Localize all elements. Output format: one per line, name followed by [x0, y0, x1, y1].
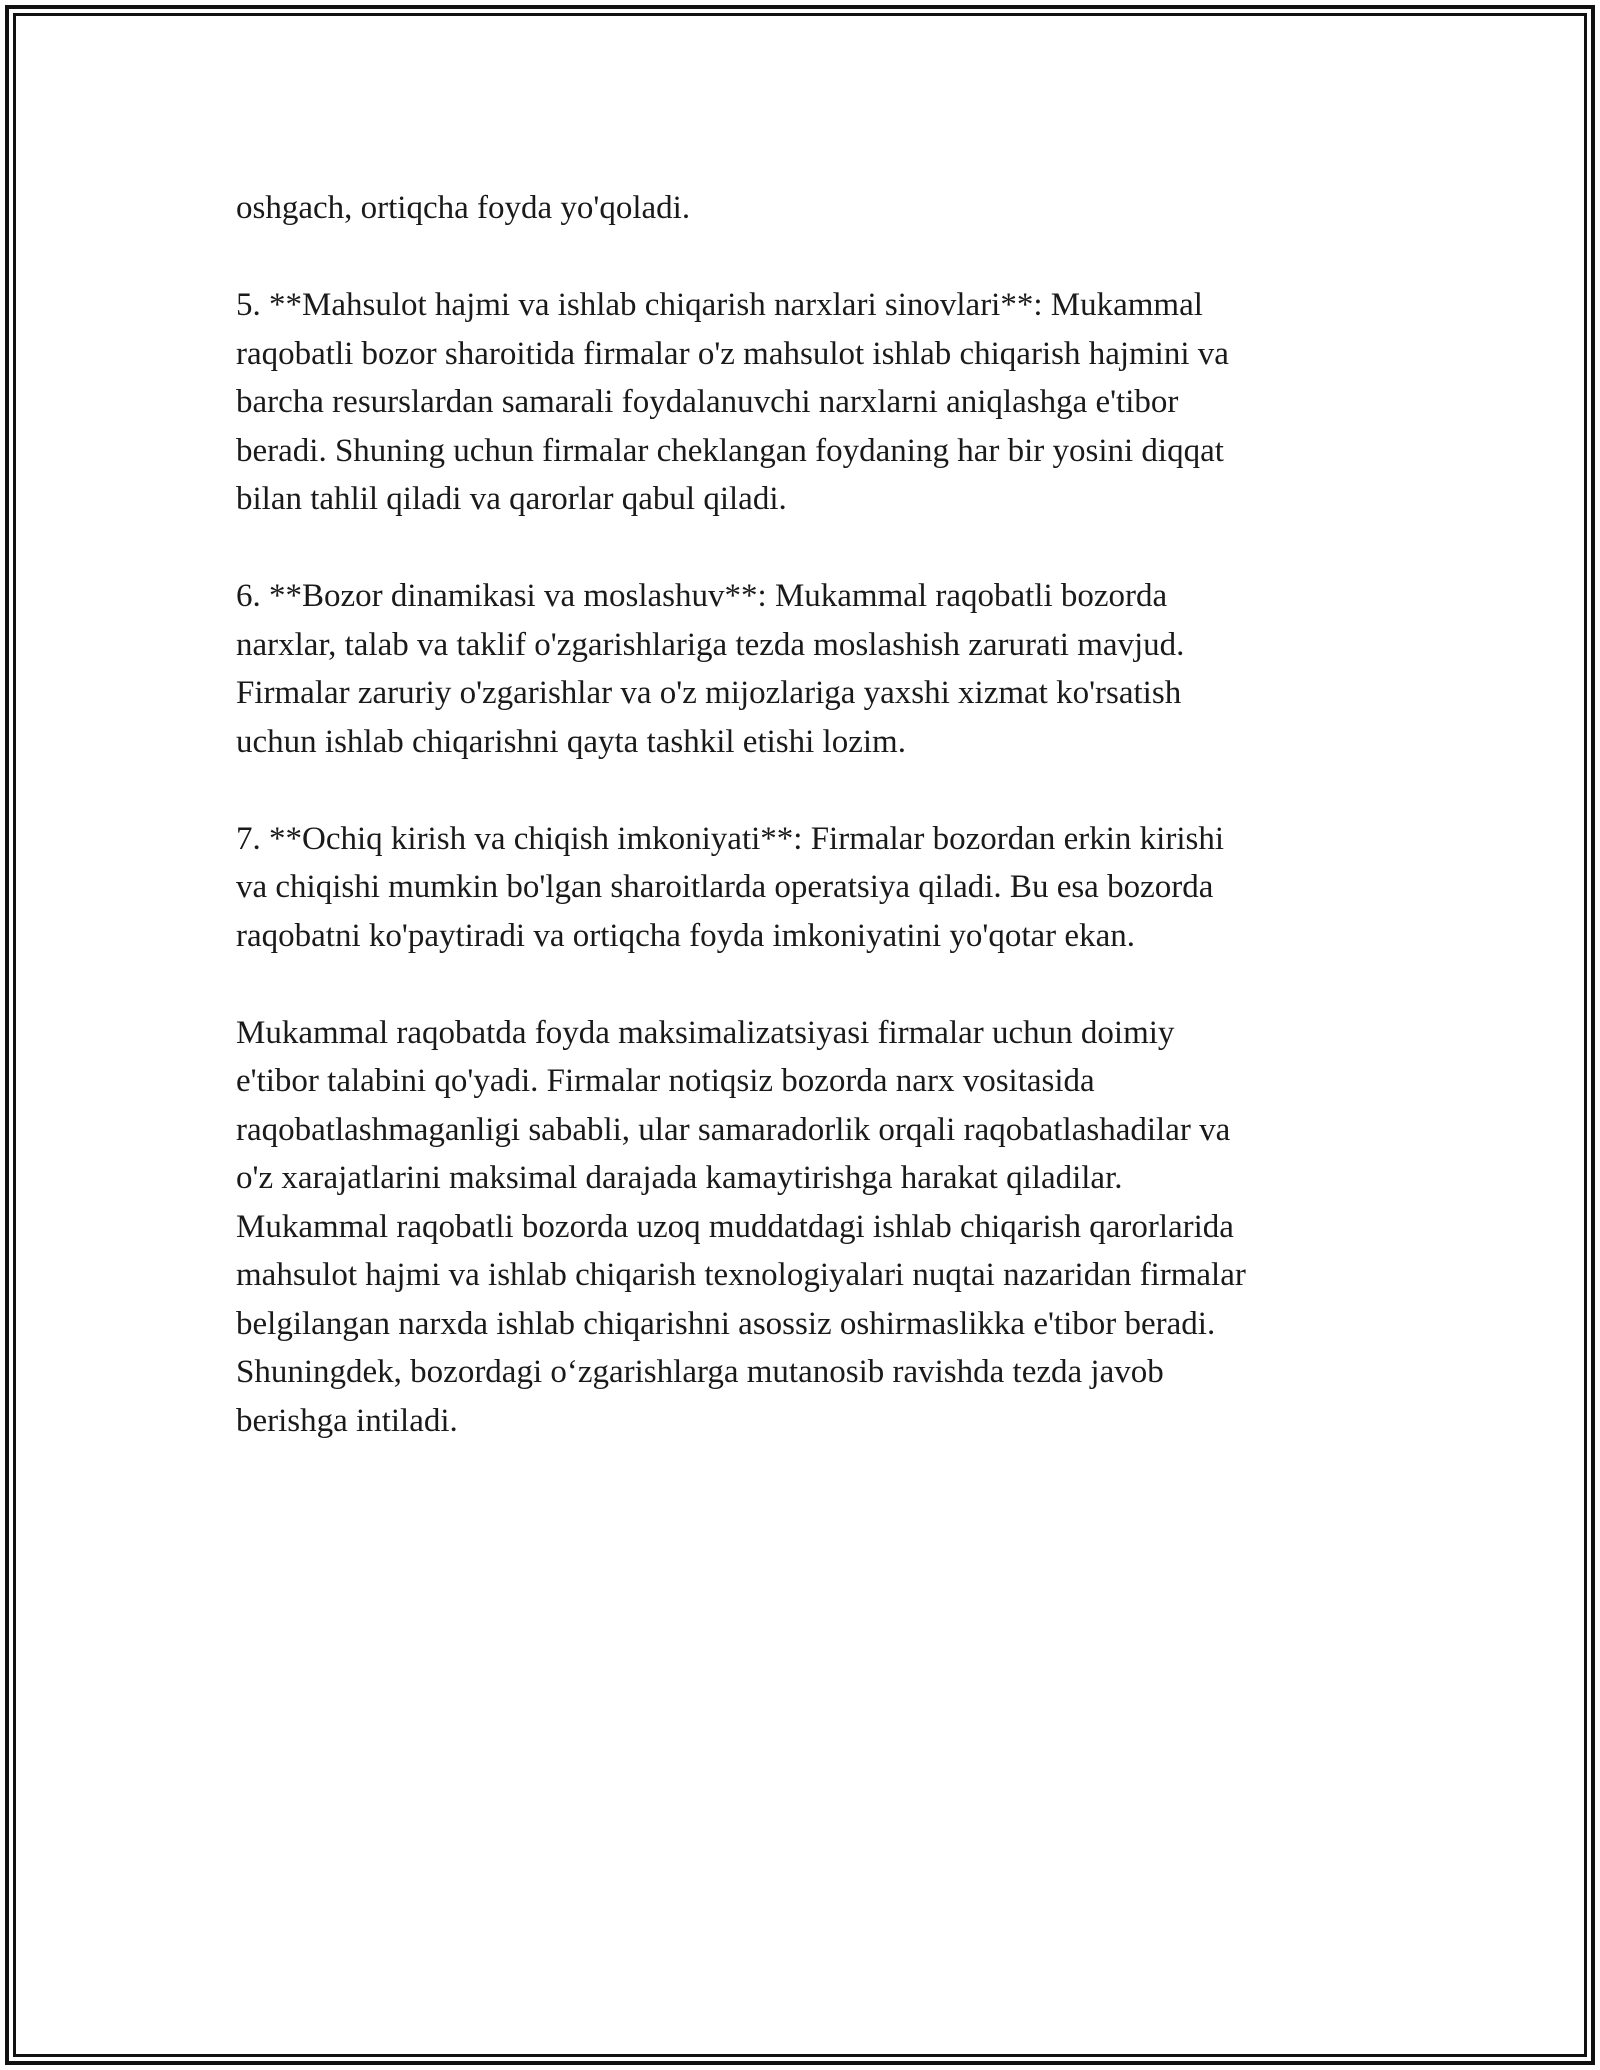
document-body	[236, 184, 1376, 1445]
paragraph-conclusion: Mukammal raqobatda foyda maksimalizatsiyasi firmalar uchun doimiy e'tibor talabini qo'yadi. Firmalar notiqsiz bozorda narx vositasida raqobatlashmaganligi sababli, ular samaradorlik orqali raqobatlashadilar va o'z xarajatlarini maksimal darajada kamaytirishga harakat qiladilar. Mukammal raqobatli bozorda uzoq muddatdagi ishlab chiqarish qarorlarida mahsulot hajmi va ishlab chiqarish texnologiyalari nuqtai nazaridan firmalar belgilangan narxda ishlab chiqarishni asossiz oshirmaslikka e'tibor beradi. Shuningdek, bozordagi o‘zgarishlarga mutanosib ravishda tezda javob berishga intiladi.	[236, 1014, 1246, 1439]
paragraph-item-7: 7. **Ochiq kirish va chiqish imkoniyati**: Firmalar bozordan erkin kirishi va chiqishi mumkin bo'lgan sharoitlarda operatsiya qiladi. Bu esa bozorda raqobatni ko'paytiradi va ortiqcha foyda imkoniyatini yo'qotar ekan.	[236, 820, 1225, 954]
paragraph-continuation: oshgach, ortiqcha foyda yo'qoladi.	[236, 190, 691, 226]
paragraph-item-6: 6. **Bozor dinamikasi va moslashuv**: Mukammal raqobatli bozorda narxlar, talab va taklif o'zgarishlariga tezda moslashish zarurati mavjud. Firmalar zaruriy o'zgarishlar va o'z mijozlariga yaxshi xizmat ko'rsatish uchun ishlab chiqarishni qayta tashkil etishi lozim.	[236, 578, 1185, 760]
paragraph-item-5: 5. **Mahsulot hajmi va ishlab chiqarish narxlari sinovlari**: Mukammal raqobatli bozor sharoitida firmalar o'z mahsulot ishlab chiqarish hajmini va barcha resurslardan samarali foydalanuvchi narxlarni aniqlashga e'tibor beradi. Shuning uchun firmalar cheklangan foydaning har bir yosini diqqat bilan tahlil qiladi va qarorlar qabul qiladi.	[236, 287, 1229, 517]
